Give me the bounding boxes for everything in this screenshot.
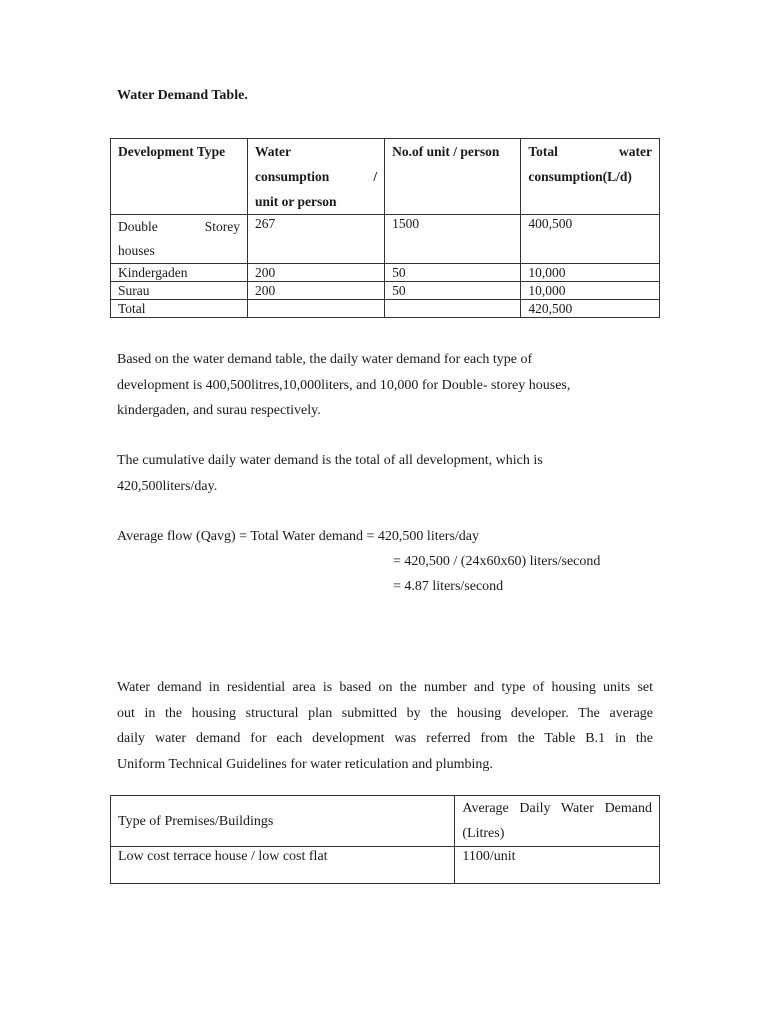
header-type-of-premises-label: Type of Premises/Buildings xyxy=(118,813,274,829)
header-development-type-label: Development Type xyxy=(118,144,226,159)
header-no-of-unit xyxy=(385,139,521,215)
header-total-line2: consumption(L/d) xyxy=(528,169,632,184)
paragraph-line: The cumulative daily water demand is the total of all development, which is xyxy=(117,453,543,468)
page-title: Water Demand Table. xyxy=(117,88,248,103)
cell-total: 10,000 xyxy=(521,264,660,282)
cell-consumption: 267 xyxy=(248,215,385,264)
cell-type: Kindergaden xyxy=(111,264,248,282)
paragraph-residential-demand xyxy=(117,675,653,777)
header-development-type xyxy=(111,139,248,215)
header-water-consumption-line3: unit or person xyxy=(255,194,337,209)
header-average-daily-demand-line2: (Litres) xyxy=(462,826,505,841)
header-type-of-premises xyxy=(111,796,455,847)
paragraph-line: daily water demand for each development was referred from the Table B.1 in the xyxy=(117,731,653,746)
paragraph-line: out in the housing structural plan submitted by the housing developer. The average xyxy=(117,705,653,721)
cell-type-word1: Double xyxy=(118,219,158,234)
cell-type: Total xyxy=(111,300,248,318)
table-row-total xyxy=(111,300,660,318)
paragraph-line: Uniform Technical Guidelines for water reticulation and plumbing. xyxy=(117,756,493,772)
header-total-water-consumption xyxy=(521,139,660,215)
cell-consumption xyxy=(248,300,385,318)
cell-total: 420,500 xyxy=(521,300,660,318)
table-header-row xyxy=(111,139,660,215)
paragraph-line: Water demand in residential area is based on the number and type of housing units set xyxy=(117,680,653,695)
average-flow-line3: = 4.87 liters/second xyxy=(393,579,504,594)
cell-type xyxy=(111,215,248,264)
paragraph-line: Based on the water demand table, the daily water demand for each type of xyxy=(117,352,533,367)
cell-units xyxy=(385,300,521,318)
header-water-consumption xyxy=(248,139,385,215)
paragraph-line: development is 400,500litres,10,000liters, and 10,000 for Double- storey houses, xyxy=(117,377,571,393)
header-average-daily-demand xyxy=(455,796,660,847)
header-water-consumption-line2 xyxy=(255,164,377,189)
header-water-word: water xyxy=(619,144,652,159)
header-consumption-word: consumption xyxy=(255,169,330,184)
paragraph-cumulative-demand xyxy=(117,448,653,499)
cell-consumption: 200 xyxy=(248,264,385,282)
average-flow-line1: Average flow (Qavg) = Total Water demand = 420,500 liters/day xyxy=(117,529,480,544)
cell-units: 1500 xyxy=(385,215,521,264)
paragraph-daily-demand xyxy=(117,347,653,424)
cell-type: Surau xyxy=(111,282,248,300)
table-row xyxy=(111,264,660,282)
cell-daily-demand: 1100/unit xyxy=(455,847,660,884)
header-slash: / xyxy=(373,169,378,184)
cell-consumption: 200 xyxy=(248,282,385,300)
table-row xyxy=(111,847,660,884)
average-flow-line2: = 420,500 / (24x60x60) liters/second xyxy=(393,554,601,569)
paragraph-line: 420,500liters/day. xyxy=(117,478,218,494)
table-row xyxy=(111,215,660,264)
table-header-row xyxy=(111,796,660,847)
cell-total: 10,000 xyxy=(521,282,660,300)
header-no-of-unit-label: No.of unit / person xyxy=(392,144,500,159)
cell-type-line1 xyxy=(118,215,240,239)
header-average-daily-demand-line1: Average Daily Water Demand xyxy=(462,801,652,816)
cell-premises-type: Low cost terrace house / low cost flat xyxy=(111,847,455,884)
cell-total: 400,500 xyxy=(521,215,660,264)
paragraph-line: kindergaden, and surau respectively. xyxy=(117,403,321,418)
cell-units: 50 xyxy=(385,282,521,300)
cell-units: 50 xyxy=(385,264,521,282)
header-total-word: Total xyxy=(528,144,558,159)
table-row xyxy=(111,282,660,300)
header-total-line1 xyxy=(528,139,652,164)
cell-type-line2: houses xyxy=(118,243,155,258)
cell-type-word2: Storey xyxy=(204,219,241,234)
water-demand-table xyxy=(110,138,660,318)
header-water-consumption-line1: Water xyxy=(255,144,292,159)
premises-demand-table xyxy=(110,795,660,884)
